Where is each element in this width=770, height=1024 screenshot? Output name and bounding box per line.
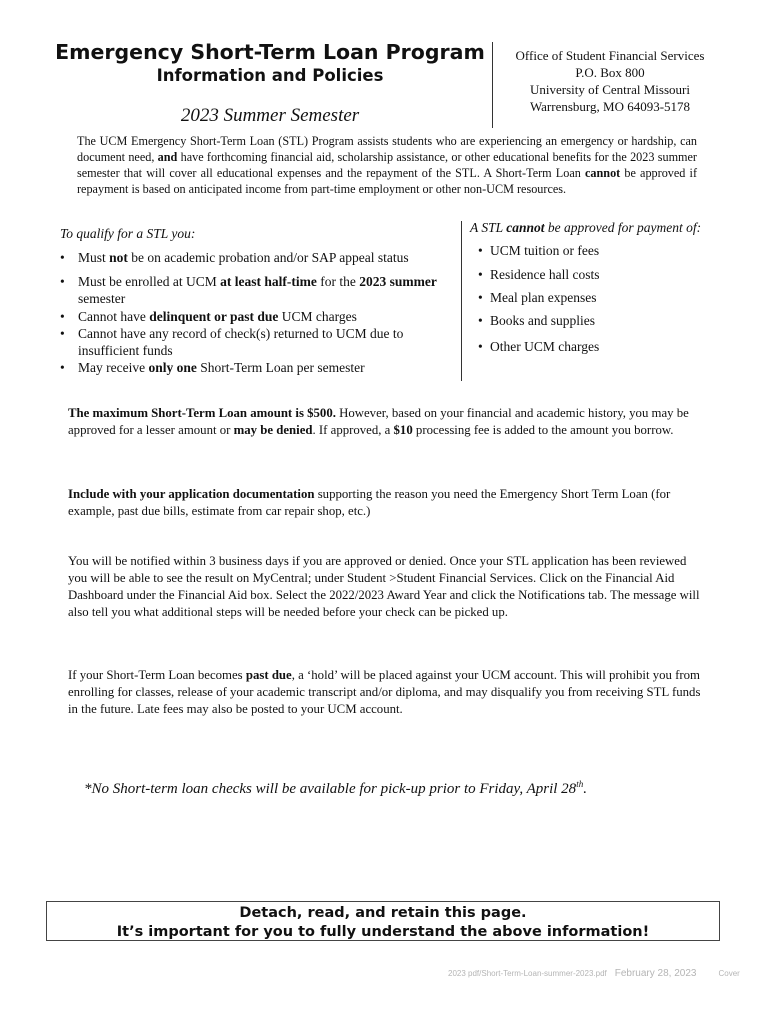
bullet-icon: •	[60, 274, 65, 289]
list-item: • Must be enrolled at UCM at least half-time for the 2023 summer semester	[60, 274, 437, 306]
bullet-icon: •	[478, 290, 483, 305]
bullet-icon: •	[60, 326, 65, 341]
cannot-pay-section	[470, 219, 740, 356]
list-item: • Books and supplies	[478, 313, 596, 328]
list-item: • May receive only one Short-Term Loan per semester	[60, 360, 365, 375]
list-item: • Cannot have any record of check(s) returned to UCM due to insufficient funds	[60, 326, 404, 358]
column-divider	[461, 221, 462, 381]
pickup-notice: *No Short-term loan checks will be available for pick-up prior to Friday, April 28th.	[84, 779, 587, 797]
footer-label: Cover	[718, 969, 740, 978]
detach-line-2: It’s important for you to fully understand the above information!	[116, 924, 650, 940]
cannot-pay-heading: A STL cannot be approved for payment of:	[470, 220, 702, 235]
include-documentation-paragraph: Include with your application documentation supporting the reason you need the Emergency Short Term Loan (for example, past due bills, estimate from car repair shop, etc.)	[68, 487, 671, 518]
header-divider	[492, 42, 493, 128]
semester-heading: 2023 Summer Semester	[180, 105, 360, 126]
bullet-icon: •	[478, 267, 483, 282]
detach-line-1: Detach, read, and retain this page.	[239, 905, 527, 921]
page-footer	[448, 963, 748, 981]
list-item: • UCM tuition or fees	[478, 243, 600, 258]
bullet-icon: •	[478, 313, 483, 328]
bullet-icon: •	[60, 309, 65, 324]
max-amount-paragraph: The maximum Short-Term Loan amount is $500. However, based on your financial and academic history, you may be approved for a lesser amount or may be denied. If approved, a $10 processing fee is added to the amount you borrow.	[68, 406, 689, 437]
document-subtitle: Information and Policies	[156, 66, 384, 85]
list-item: • Cannot have delinquent or past due UCM charges	[60, 309, 357, 324]
qualify-heading: To qualify for a STL you:	[60, 226, 196, 241]
office-university: University of Central Missouri	[530, 82, 690, 97]
detach-notice-box	[46, 901, 720, 941]
list-item: • Must not be on academic probation and/or SAP appeal status	[60, 250, 409, 265]
bullet-icon: •	[478, 339, 483, 354]
bullet-icon: •	[60, 360, 65, 375]
bullet-icon: •	[60, 250, 65, 265]
list-item: • Residence hall costs	[478, 267, 600, 282]
qualify-section	[60, 225, 460, 376]
intro-paragraph: The UCM Emergency Short-Term Loan (STL) Program assists students who are experiencing an emergency or hardship, can document need, and have forthcoming financial aid, scholarship assistance, or other educational benefits for the 2023 summer semester that will cover all educational expenses and the repayment of the STL. A Short-Term Loan cannot be approved if repayment is based on anticipated income from part-time employment or other non-UCM resources.	[77, 134, 698, 196]
bullet-icon: •	[478, 243, 483, 258]
office-name: Office of Student Financial Services	[515, 48, 705, 63]
office-city: Warrensburg, MO 64093-5178	[529, 99, 691, 114]
notification-paragraph: You will be notified within 3 business days if you are approved or denied. Once your STL application has been reviewed you will be able to see the result on MyCentral; under Student >Student Financial Services. Click on the Financial Aid Dashboard under the Financial Aid box. Select the 2022/2023 Award Year and click the Notifications tab. The message will also tell you what additional steps will be needed before your check can be picked up.	[68, 554, 700, 619]
footer-date: February 28, 2023	[614, 968, 697, 979]
office-address	[500, 47, 720, 115]
past-due-paragraph: If your Short-Term Loan becomes past due, a ‘hold’ will be placed against your UCM account. This will prohibit you from enrolling for classes, release of your academic transcript and/or diploma, and may disqualify you from receiving STL funds in the future. Late fees may also be posted to your UCM account.	[68, 668, 701, 716]
qualify-list	[60, 249, 460, 376]
list-item: • Meal plan expenses	[478, 290, 597, 305]
list-item: • Other UCM charges	[478, 339, 600, 354]
office-po-box: P.O. Box 800	[575, 65, 645, 80]
document-title: Emergency Short-Term Loan Program	[55, 40, 485, 64]
cannot-pay-list	[470, 242, 740, 356]
document-title-block	[50, 38, 490, 128]
footer-file-path: 2023 pdf/Short-Term-Loan-summer-2023.pdf	[448, 969, 607, 978]
